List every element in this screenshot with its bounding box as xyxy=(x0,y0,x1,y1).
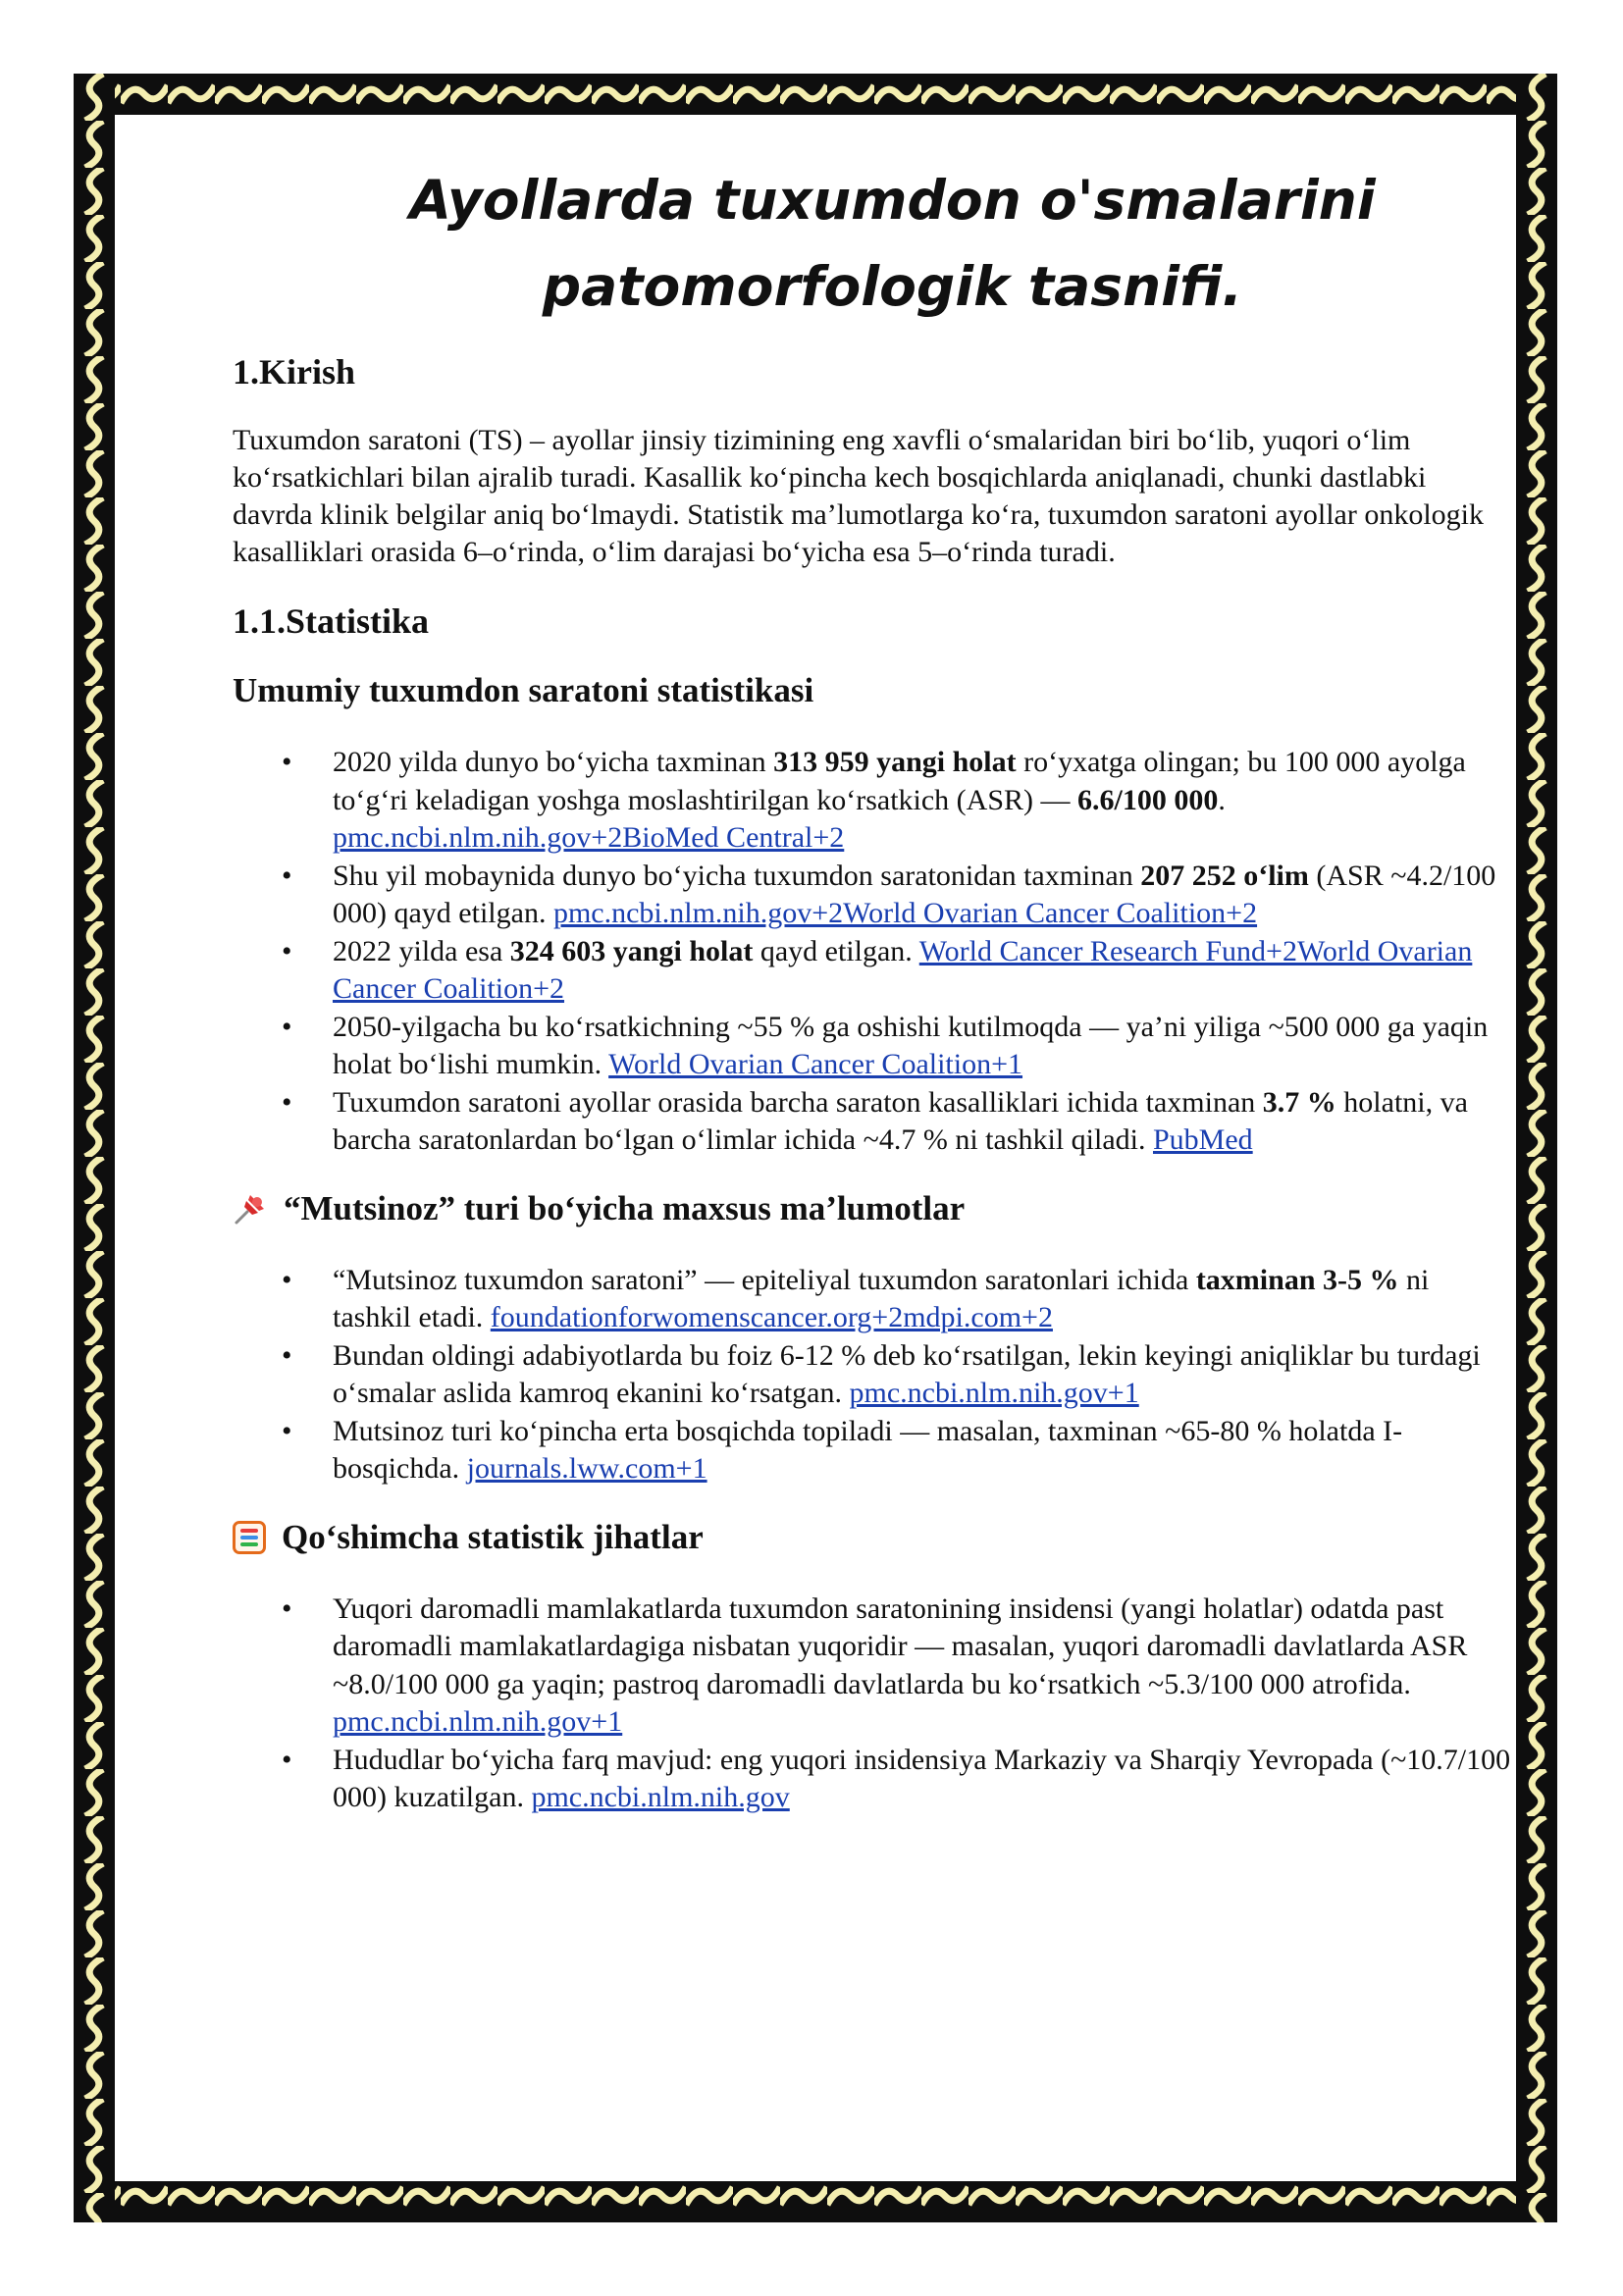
list-item: • Shu yil mobaynida dunyo bo‘yicha tuxumdon saratonidan taxminan 207 252 o‘lim (ASR ~4.2/100 000) qayd etilgan. pmc.ncbi.nlm.nih.gov+2World Ovarian Cancer Coalition+2 xyxy=(233,858,1513,933)
list-item: • 2020 yilda dunyo bo‘yicha taxminan 313 959 yangi holat ro‘yxatga olingan; bu 100 000 ayolga to‘g‘ri keladigan yoshga moslashtirilgan ko‘rsatkich (ASR) — 6.6/100 000. pmc.ncbi.nlm.nih.gov+2BioMed Central+2 xyxy=(233,744,1513,858)
source-link[interactable]: foundationforwomenscancer.org+2mdpi.com+2 xyxy=(490,1301,1053,1333)
source-link[interactable]: journals.lww.com+1 xyxy=(466,1452,707,1485)
source-link[interactable]: World Cancer Research Fund+2World Ovarian Cancer Coalition+2 xyxy=(333,934,1473,1005)
source-link[interactable]: pmc.ncbi.nlm.nih.gov+2World Ovarian Cancer Coalition+2 xyxy=(552,897,1258,929)
list-item: • 2050-yilgacha bu ko‘rsatkichning ~55 % ga oshishi kutilmoqda — ya’ni yiliga ~500 000 ga yaqin holat bo‘lishi mumkin. World Ovarian Cancer Coalition+1 xyxy=(233,1009,1513,1084)
statistics-list xyxy=(233,744,1513,1160)
mutsinoz-list xyxy=(233,1262,1513,1488)
section-heading-kirish: 1.Kirish xyxy=(233,352,356,391)
source-link[interactable]: pmc.ncbi.nlm.nih.gov xyxy=(531,1781,790,1813)
list-item: • Bundan oldingi adabiyotlarda bu foiz 6-12 % deb ko‘rsatilgan, lekin keyingi aniqliklar bu turdagi o‘smalar aslida kamroq ekanini ko‘rsatgan. pmc.ncbi.nlm.nih.gov+1 xyxy=(233,1337,1513,1413)
source-link[interactable]: PubMed xyxy=(1152,1123,1253,1156)
subheading-qoshimcha-text: Qo‘shimcha statistik jihatlar xyxy=(282,1517,704,1556)
qoshimcha-list xyxy=(233,1591,1513,1817)
list-item: • “Mutsinoz tuxumdon saratoni” — epiteliyal tuxumdon saratonlari ichida taxminan 3-5 % ni tashkil etadi. foundationforwomenscancer.org+2mdpi.com+2 xyxy=(233,1262,1513,1337)
list-item: • 2022 yilda esa 324 603 yangi holat qayd etilgan. World Cancer Research Fund+2World Ovarian Cancer Coalition+2 xyxy=(233,933,1513,1009)
list-item: • Tuxumdon saratoni ayollar orasida barcha saraton kasalliklari ichida taxminan 3.7 % holatni, va barcha saratonlardan bo‘lgan o‘limlar ichida ~4.7 % ni tashkil qiladi. PubMed xyxy=(233,1084,1513,1160)
title-line-1: Ayollarda tuxumdon o'smalarini xyxy=(409,169,1376,232)
source-link[interactable]: World Ovarian Cancer Coalition+1 xyxy=(608,1048,1023,1080)
document-title xyxy=(233,157,1513,330)
list-item: • Hududlar bo‘yicha farq mavjud: eng yuqori insidensiya Markaziy va Sharqiy Yevropada (~10.7/100 000) kuzatilgan. pmc.ncbi.nlm.nih.gov xyxy=(233,1742,1513,1817)
source-link[interactable]: pmc.ncbi.nlm.nih.gov+1 xyxy=(849,1377,1139,1409)
list-item: • Mutsinoz turi ko‘pincha erta bosqichda topiladi — masalan, taxminan ~65-80 % holatda I-bosqichda. journals.lww.com+1 xyxy=(233,1413,1513,1488)
subheading-umumiy-text: Umumiy tuxumdon saratoni statistikasi xyxy=(233,671,814,709)
pushpin-icon xyxy=(233,1191,268,1226)
subheading-qoshimcha xyxy=(233,1518,1513,1557)
title-line-2: patomorfologik tasnifi. xyxy=(542,255,1243,318)
subheading-mutsinoz-text: “Mutsinoz” turi bo‘yicha maxsus ma’lumotlar xyxy=(284,1188,966,1227)
document-page xyxy=(233,147,1513,1845)
intro-paragraph: Tuxumdon saratoni (TS) – ayollar jinsiy tizimining eng xavfli o‘smalaridan biri bo‘lib, yuqori o‘lim ko‘rsatkichlari bilan ajralib turadi. Kasallik ko‘pincha kech bosqichlarda aniqlanadi, chunki dastlabki davrda klinik belgilar aniq bo‘lmaydi. Statistik ma’lumotlarga ko‘ra, tuxumdon saratoni ayollar onkologik kasalliklari orasida 6–o‘rinda, o‘lim darajasi bo‘yicha esa 5–o‘rinda turadi. xyxy=(233,424,1485,568)
list-item: • Yuqori daromadli mamlakatlarda tuxumdon saratonining insidensi (yangi holatlar) odatda past daromadli mamlakatlardagiga nisbatan yuqoridir — masalan, yuqori daromadli davlatlarda ASR ~8.0/100 000 ga yaqin; pastroq daromadli davlatlarda bu ko‘rsatkich ~5.3/100 000 atrofida. pmc.ncbi.nlm.nih.gov+1 xyxy=(233,1591,1513,1742)
abacus-icon xyxy=(233,1521,266,1554)
source-link[interactable]: pmc.ncbi.nlm.nih.gov+2BioMed Central+2 xyxy=(333,821,845,854)
section-heading-statistika: 1.1.Statistika xyxy=(233,601,430,641)
subheading-umumiy xyxy=(233,671,1513,710)
source-link[interactable]: pmc.ncbi.nlm.nih.gov+1 xyxy=(333,1705,623,1738)
subheading-mutsinoz xyxy=(233,1189,1513,1228)
